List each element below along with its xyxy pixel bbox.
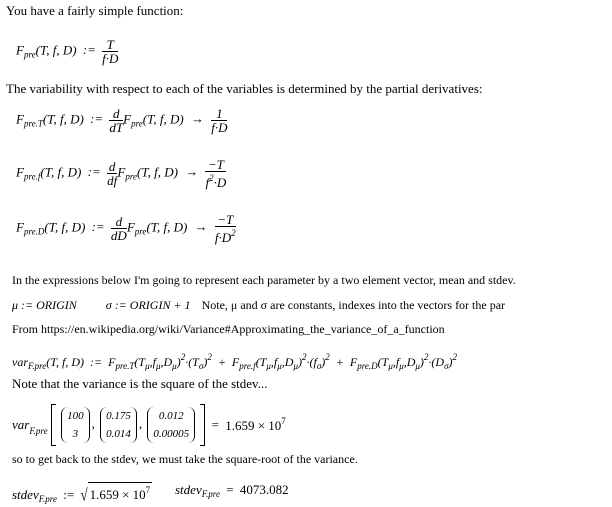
variability-text: The variability with respect to each of the variables is determined by the partial derivatives: [6, 81, 483, 96]
note-text: Note, μ and σ are constants, indexes into the vectors for the par [201, 298, 506, 312]
variance-evaluation[interactable]: var$_{F.pre}$ 100 3 , 0.175 0.014 , 0.012 0.00005 = $1.659 \times 10^7$ [12, 404, 286, 446]
source-link[interactable]: From https://en.wikipedia.org/wiki/Variance#Approximating_the_variance_of_a_function [12, 322, 445, 336]
stdev-evaluation[interactable]: stdev$_{F.pre}$ = 4073.082 [175, 482, 289, 499]
definition-fraction: $\frac{T}{f\cdot D}$ [102, 37, 119, 66]
derivative-D[interactable]: $F_{pre.D}(T$, f, D) := $\frac{d}{dD}$ $F_{pre}(T$, f, D) → $\frac{-T}{f\cdot D^2}$ [16, 212, 236, 245]
sigma-definition[interactable]: σ := ORIGIN + 1 [105, 298, 191, 312]
stdev-definition[interactable]: stdev$_{F.pre}$ := √ $1.659 \times 10^7$ [12, 482, 152, 507]
variance-formula[interactable]: var$_{F.pre}$(T, f, D) := $F_{pre.T}(T_\mu,f_\mu,D_\mu)^2\cdot(T_\sigma)^2 + F_{pre.f}(T_\mu,f_\mu,D_\mu)^2\cdot(f_\sigma)^2 + F_{pre.D}(T_\mu,f_\mu,D_\mu)^2\cdot(D_\sigma)^2$ [12, 352, 458, 371]
arrow-icon: → [185, 164, 199, 180]
variance-result: $1.659 \times 10^7$ [225, 416, 286, 433]
sqrt-icon: √ [80, 484, 88, 505]
constants-row [12, 298, 505, 313]
arrow-icon: → [194, 219, 208, 235]
function-name: F [16, 42, 24, 58]
vector-D: 0.012 0.00005 [147, 407, 195, 443]
vector-T: 100 3 [61, 407, 90, 443]
derivative-T[interactable]: $F_{pre.T}(T$, f, D) := $\frac{d}{dT}$ $F_{pre}(T$, f, D) → $\frac{1}{f\cdot D}$ [16, 106, 228, 135]
expressions-text: In the expressions below I'm going to represent each parameter by a two element vector, mean and stdev. [12, 273, 516, 287]
back-text: so to get back to the stdev, we must take the square-root of the variance. [12, 452, 358, 466]
stdev-result: 4073.082 [239, 482, 289, 497]
arrow-icon: → [190, 111, 204, 127]
derivative-f[interactable]: $F_{pre.f}(T$, f, D) := $\frac{d}{df}$ $F_{pre}(T$, f, D) → $\frac{-T}{f^2\cdot D}$ [16, 157, 227, 190]
intro-text: You have a fairly simple function: [6, 3, 184, 18]
stdev-note: Note that the variance is the square of the stdev... [12, 376, 268, 391]
function-definition[interactable]: $F_{pre}(T$, f, D) := $\frac{T}{f\cdot D}$ [16, 37, 119, 66]
mu-definition[interactable]: μ := ORIGIN [12, 298, 77, 312]
vector-f: 0.175 0.014 [100, 407, 137, 443]
